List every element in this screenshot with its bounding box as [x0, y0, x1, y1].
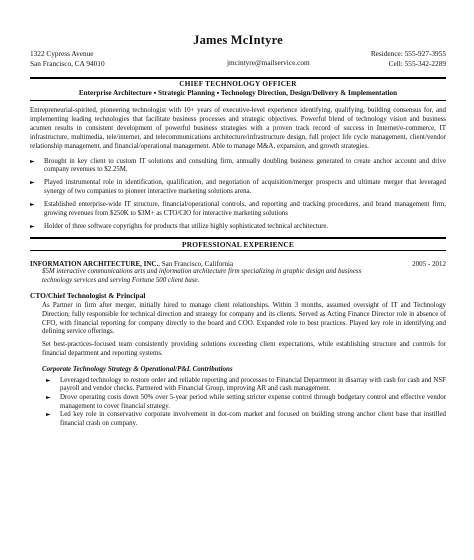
- role-description-2: Set best-practices-focused team consistently providing solutions exceeding client expectations, while establishing structure and controls for financial department and reporting systems.: [42, 341, 446, 357]
- summary-paragraph: Entrepreneurial-spirited, pioneering technologist with 10+ years of executive-level experience identifying, qualifying, building consensus for, and implementing leading technologies that facilitate business processes and strategic objectives. Powerful blend of technology vision and business acumen results in consistent development of powerful business strategies with a proven track record of success in Internet/e-commerce, IT infrastructure, multimedia, tele/internet, and telecommunications architecture/infrastructure design, full project life cycle management, client/vendor relationship management, and financial/operational management. Able to manage M&A, expansion, and growth strategies.: [30, 107, 446, 150]
- contributions-subheading: Corporate Technology Strategy & Operational/P&L Contributions: [42, 364, 233, 373]
- contact-info: [30, 47, 446, 77]
- phone-residence: Residence: 555-927-3955: [370, 49, 446, 58]
- company-location: , San Francisco, California: [158, 259, 234, 268]
- contribution-item: ► Leveraged technology to restore order and reliable reporting and processes to Financial Department in disarray with cash for cash and NSF payroll and vendor checks. Partnered with Financial Group, improving AR and cash management.: [60, 377, 446, 394]
- phone-block: [371, 49, 446, 68]
- company-row: [30, 260, 446, 269]
- highlight-item: ► Played instrumental role in identification, qualification, and negotiation of acquisition/merger prospects and ultimate merger that leveraged synergy of two companies to pioneer interactive marketing solutions arena.: [44, 179, 446, 197]
- resume-page: [0, 33, 474, 560]
- highlight-item: ► Established enterprise-wide IT structure, financial/operational controls, and reporting and tracking procedures, and brand management firm, growing revenues from $250K to $3M+ as CTO/CIO for interactive marketing solutions: [44, 201, 446, 219]
- candidate-name: James McIntyre: [193, 33, 283, 47]
- company-description: $5M interactive communications arts and information architecture firm specializing in graphic design and business technology services and serving Fortune 500 client base.: [42, 268, 362, 284]
- address-line-1: 1322 Cypress Avenue: [30, 49, 94, 58]
- contributions-list: [30, 377, 446, 429]
- job-role: CTO/Chief Technologist & Principal: [30, 291, 146, 301]
- job-dates: 2005 - 2012: [412, 259, 446, 268]
- role-description: As Partner in firm after merger, initially hired to manage client relationships. Within 3 months, assumed oversight of IT and Technology Direction; fully responsible for technical direction and strategy for company and its clients. Served as Acting Finance Director role in absence of CFO, with financial reporting for company directly to the board and COO. Expanded role to best practices. Played key role in identifying and defining service offerings.: [42, 302, 446, 336]
- address-block: [30, 49, 105, 68]
- contribution-item: ► Led key role in conservative corporate involvement in dot-com market and focused on building strong anchor client base that instilled financial crash on company.: [60, 411, 446, 428]
- experience-heading: PROFESSIONAL EXPERIENCE: [30, 237, 446, 251]
- highlight-item: ► Brought in key client to custom IT solutions and consulting firm, annually doubling business generated to create anchor account and drive company revenues to $2.25M.: [44, 158, 446, 176]
- company-name: INFORMATION ARCHITECTURE, INC.: [30, 259, 159, 268]
- specialties-line: Enterprise Architecture ▪ Strategic Planning ▪ Technology Direction, Design/Delivery & Implementation: [78, 89, 398, 97]
- address-line-2: San Francisco, CA 94010: [30, 58, 105, 68]
- highlights-list: [30, 158, 446, 232]
- position-title: CHIEF TECHNOLOGY OFFICER: [179, 80, 297, 88]
- title-divider: [30, 100, 446, 101]
- email-address: jmcintyre@mailservice.com: [227, 58, 310, 67]
- phone-cell: Cell: 555-342-2289: [388, 58, 446, 68]
- highlight-item: ► Holder of three software copyrights for products that utilize highly sophisticated technical architecture.: [44, 223, 446, 232]
- title-box: [30, 80, 446, 98]
- contribution-item: ► Drove operating costs down 50% over 5-year period while setting stricter expense control through budgetary control and effective vendor management to cover financial strategy.: [60, 394, 446, 411]
- header-divider: [30, 77, 446, 79]
